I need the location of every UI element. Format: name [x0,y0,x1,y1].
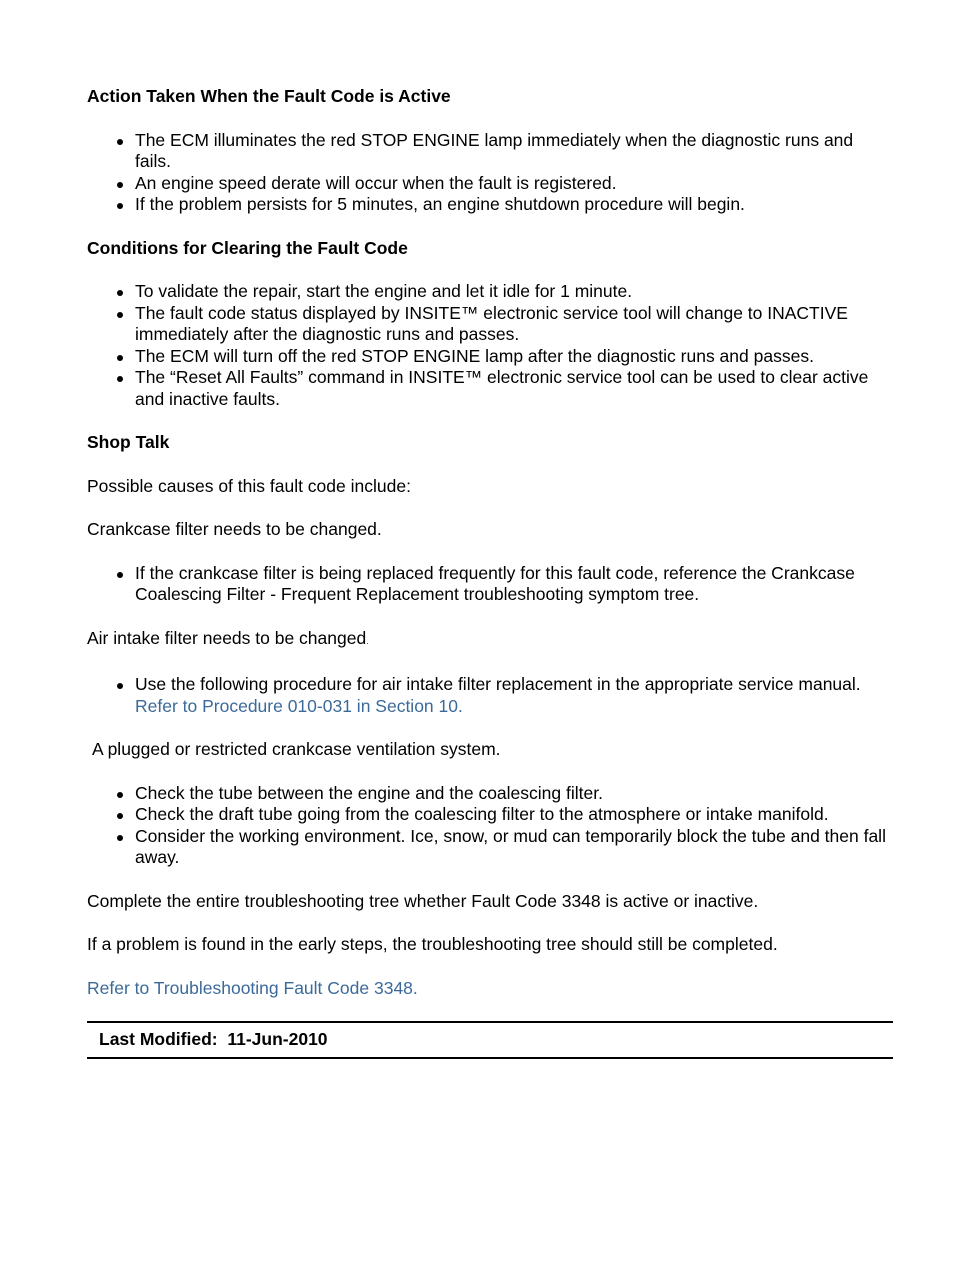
last-modified-label: Last Modified: [99,1029,218,1049]
list-item: The ECM will turn off the red STOP ENGINE lamp after the diagnostic runs and passes. [135,346,893,368]
action-list [87,130,893,216]
clearing-heading: Conditions for Clearing the Fault Code [87,237,408,258]
list-item: The “Reset All Faults” command in INSITE™ electronic service tool can be used to clear active and inactive faults. [135,367,893,410]
cause-ventilation-system: A plugged or restricted crankcase ventilation system. [92,739,501,759]
cause-air-intake-filter [87,628,893,653]
list-item: To validate the repair, start the engine and let it idle for 1 minute. [135,281,893,303]
list-item [135,674,893,717]
procedure-text: Use the following procedure for air intake filter replacement in the appropriate service manual. [135,674,861,694]
list-item: Check the draft tube going from the coalescing filter to the atmosphere or intake manifold. [135,804,893,826]
cause-ventilation-list [87,783,893,869]
list-item: If the problem persists for 5 minutes, an engine shutdown procedure will begin. [135,194,893,216]
troubleshooting-fault-code-link[interactable]: Refer to Troubleshooting Fault Code 3348. [87,977,418,998]
list-item: An engine speed derate will occur when the fault is registered. [135,173,893,195]
cause-crankcase-filter: Crankcase filter needs to be changed. [87,519,382,539]
list-item: If the crankcase filter is being replaced frequently for this fault code, reference the Crankcase Coalescing Filter - Frequent Replacement troubleshooting symptom tree. [135,563,893,606]
cause-air-intake-list [87,674,893,717]
early-steps-note: If a problem is found in the early steps, the troubleshooting tree should still be completed. [87,934,778,954]
list-item: Check the tube between the engine and the coalescing filter. [135,783,893,805]
reference-paragraph [87,978,893,1000]
causes-intro: Possible causes of this fault code include: [87,475,411,496]
complete-tree-note: Complete the entire troubleshooting tree whether Fault Code 3348 is active or inactive. [87,890,759,911]
list-item: The ECM illuminates the red STOP ENGINE lamp immediately when the diagnostic runs and fails. [135,130,893,173]
last-modified-date: 11-Jun-2010 [227,1029,328,1049]
cause-crankcase-filter-list [87,563,893,606]
action-heading: Action Taken When the Fault Code is Active [87,86,451,106]
last-modified-bar [87,1021,893,1059]
cause-air-intake-dot: . [366,636,369,646]
document-page [87,86,893,1059]
clearing-list [87,281,893,410]
procedure-010-031-link[interactable]: Refer to Procedure 010-031 in Section 10. [135,695,463,716]
shop-talk-heading: Shop Talk [87,432,170,452]
cause-air-intake-title: Air intake filter needs to be changed [87,627,367,648]
list-item: The fault code status displayed by INSITE™ electronic service tool will change to INACTIVE immediately after the diagnostic runs and passes. [135,303,893,346]
list-item: Consider the working environment. Ice, snow, or mud can temporarily block the tube and then fall away. [135,826,893,869]
